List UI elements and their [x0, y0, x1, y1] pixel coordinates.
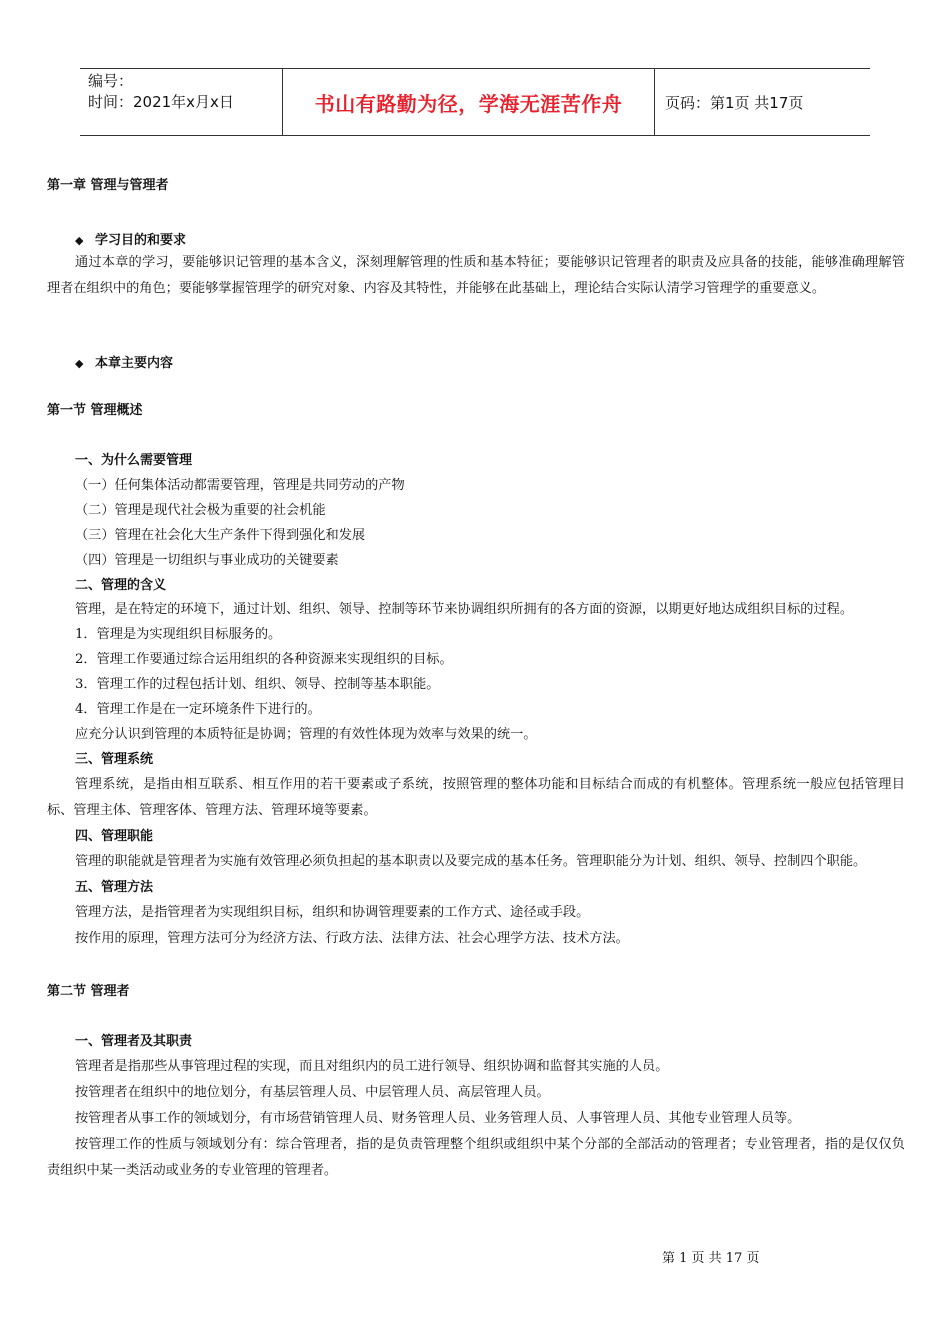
- diamond-bullet-icon: ◆: [75, 357, 84, 370]
- footer-page-number: 第 1 页 共 17 页: [662, 1251, 760, 1266]
- diamond-bullet-icon: ◆: [75, 234, 84, 247]
- chapter-title: 第一章 管理与管理者: [47, 178, 169, 193]
- functions-heading: 四、管理职能: [75, 829, 154, 844]
- header-page-info: 页码：第1页 共17页: [665, 93, 804, 112]
- meaning-point: 4．管理工作是在一定环境条件下进行的。: [75, 702, 321, 717]
- section1-title: 第一节 管理概述: [47, 403, 143, 418]
- time-label: 时间：2021年x月x日: [88, 93, 234, 111]
- objectives-text: 通过本章的学习，要能够识记管理的基本含义，深刻理解管理的性质和基本特征；要能够识记管理者的职责及应具备的技能，能够准确理解管理者在组织中的角色；要能够掌握管理学的研究对象、内容及其特性，并能够在此基础上，理论结合实际认清学习管理学的重要意义。: [47, 255, 905, 296]
- header-motto: 书山有路勤为径，学海无涯苦作舟: [282, 69, 655, 135]
- duties-text: 管理者是指那些从事管理过程的实现，而且对组织内的员工进行领导、组织协调和监督其实施的人员。: [75, 1059, 669, 1074]
- methods-text: 按作用的原理，管理方法可分为经济方法、行政方法、法律方法、社会心理学方法、技术方法。: [75, 931, 629, 946]
- system-text: 管理系统，是指由相互联系、相互作用的若干要素或子系统，按照管理的整体功能和目标结合而成的有机整体。管理系统一般应包括管理目标、管理主体、管理客体、管理方法、管理环境等要素。: [47, 777, 905, 818]
- duties-text: 按管理者在组织中的地位划分，有基层管理人员、中层管理人员、高层管理人员。: [75, 1085, 550, 1100]
- meaning-point: 2．管理工作要通过综合运用组织的各种资源来实现组织的目标。: [75, 652, 453, 667]
- duties-text: 按管理者从事工作的领域划分，有市场营销管理人员、财务管理人员、业务管理人员、人事管理人员、其他专业管理人员等。: [75, 1111, 801, 1126]
- meaning-point: 3．管理工作的过程包括计划、组织、领导、控制等基本职能。: [75, 677, 440, 692]
- meaning-point: 1．管理是为实现组织目标服务的。: [75, 627, 282, 642]
- meaning-heading: 二、管理的含义: [75, 578, 167, 593]
- document-body: [47, 170, 905, 1184]
- header-table: [80, 68, 870, 136]
- number-label: 编号：: [88, 72, 134, 90]
- system-heading: 三、管理系统: [75, 752, 154, 767]
- why-item: （二）管理是现代社会极为重要的社会机能: [75, 503, 326, 518]
- methods-heading: 五、管理方法: [75, 880, 154, 895]
- section2-title: 第二节 管理者: [47, 984, 130, 999]
- why-item: （一）任何集体活动都需要管理，管理是共同劳动的产物: [75, 478, 405, 493]
- why-item: （三）管理在社会化大生产条件下得到强化和发展: [75, 528, 366, 543]
- objectives-heading: ◆ 学习目的和要求: [75, 233, 187, 248]
- why-item: （四）管理是一切组织与事业成功的关键要素: [75, 553, 339, 568]
- why-heading: 一、为什么需要管理: [75, 453, 193, 468]
- functions-text: 管理的职能就是管理者为实施有效管理必须负担起的基本职责以及要完成的基本任务。管理职能分为计划、组织、领导、控制四个职能。: [75, 854, 867, 869]
- meaning-text: 管理，是在特定的环境下，通过计划、组织、领导、控制等环节来协调组织所拥有的各方面的资源，以期更好地达成组织目标的过程。: [75, 602, 854, 617]
- duties-heading: 一、管理者及其职责: [75, 1034, 193, 1049]
- meaning-conclusion: 应充分认识到管理的本质特征是协调；管理的有效性体现为效率与效果的统一。: [75, 727, 537, 742]
- main-content-heading: ◆ 本章主要内容: [75, 356, 174, 371]
- duties-text: 按管理工作的性质与领域划分有：综合管理者，指的是负责管理整个组织或组织中某个分部的全部活动的管理者；专业管理者，指的是仅仅负责组织中某一类活动或业务的专业管理的管理者。: [47, 1137, 905, 1178]
- header-left-cell: [80, 69, 282, 135]
- methods-text: 管理方法，是指管理者为实现组织目标，组织和协调管理要素的工作方式、途径或手段。: [75, 905, 590, 920]
